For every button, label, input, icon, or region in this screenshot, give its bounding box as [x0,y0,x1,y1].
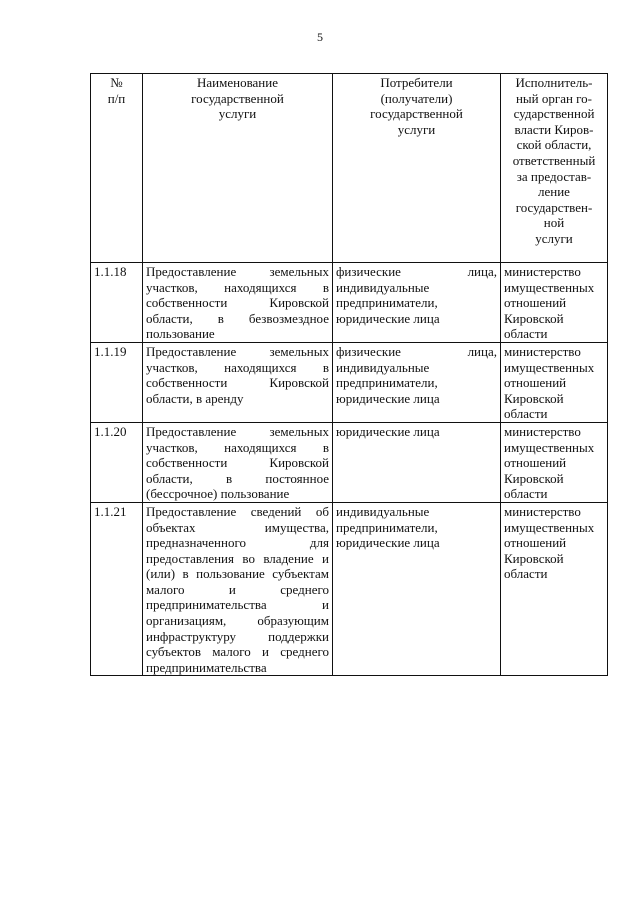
header-consumers [333,74,501,263]
header-service-name [143,74,333,263]
header-executor [501,74,608,263]
header-number [91,74,143,263]
header-line: услуги [397,121,436,137]
row-number: 1.1.21 [91,502,143,676]
table-row [91,422,608,502]
service-consumers: физические лица, индивидуальные предприниматели, юридические лица [333,342,501,422]
table-row [91,502,608,676]
header-line: Наименование [197,75,278,90]
service-consumers: физические лица, индивидуальные предприниматели, юридические лица [333,263,501,343]
header-line: Потребители [380,75,453,90]
services-table [90,73,608,676]
header-line: государственной [191,90,284,106]
row-number: 1.1.18 [91,263,143,343]
header-line: власти Киров- [514,121,594,137]
header-line: (получатели) [380,90,453,106]
table-header [91,74,608,263]
service-executor: министерство имущественных отношений Кировской области [501,263,608,343]
header-line: сударственной [513,106,595,122]
table-row [91,263,608,343]
row-number: 1.1.20 [91,422,143,502]
row-number: 1.1.19 [91,342,143,422]
table-body [91,263,608,676]
header-line: № [110,75,123,90]
service-consumers: индивидуальные предприниматели, юридические лица [333,502,501,676]
header-line: ный орган го- [515,90,593,106]
header-line: Исполнитель- [515,75,593,90]
service-executor: министерство имущественных отношений Кировской области [501,502,608,676]
page-number: 5 [317,30,323,44]
service-name: Предоставление земельных участков, находящихся в собственности Кировской области, в безвозмездное пользование [143,263,333,343]
header-line: государствен- [515,199,593,215]
service-name: Предоставление земельных участков, находящихся в собственности Кировской области, в аренду [143,342,333,422]
header-line: ответственный [512,152,596,168]
service-consumers: юридические лица [333,422,501,502]
service-executor: министерство имущественных отношений Кировской области [501,422,608,502]
service-executor: министерство имущественных отношений Кировской области [501,342,608,422]
table-row [91,342,608,422]
service-name: Предоставление земельных участков, находящихся в собственности Кировской области, в постоянное (бессрочное) пользование [143,422,333,502]
header-line: п/п [107,90,126,106]
service-name: Предоставление сведений об объектах имущества, предназначенного для предоставления во владение и (или) в пользование субъектам малого и среднего предпринимательства и организациям, образующим инфраструктуру поддержки субъектов малого и среднего предпринимательства [143,502,333,676]
header-line: ской области, [516,137,592,153]
header-line: ной [543,215,565,231]
header-line: за предостав- [516,168,592,184]
header-line: государственной [370,106,463,122]
header-line: услуги [218,106,257,122]
header-line: ление [538,184,570,200]
header-line: услуги [535,230,573,246]
